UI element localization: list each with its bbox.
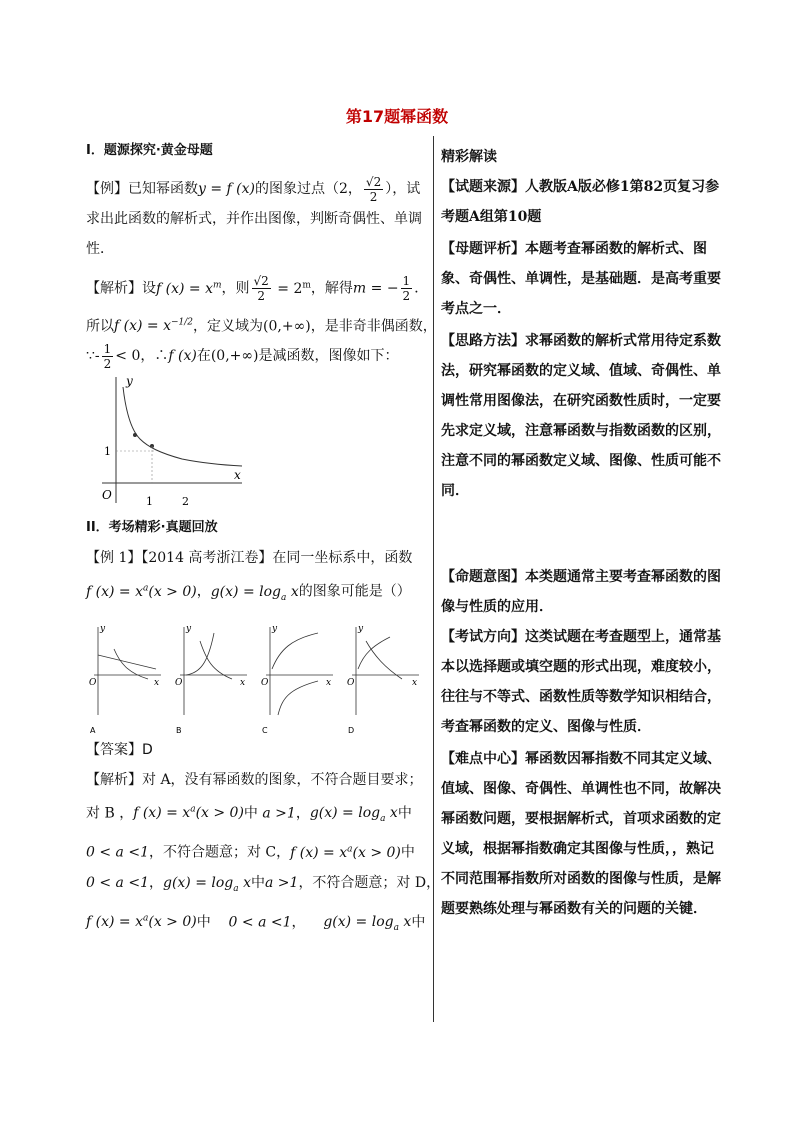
solution-text: ∵ (86, 348, 95, 365)
explanation-text: 中 (243, 805, 258, 822)
svg-text:O: O (89, 677, 97, 688)
intent-paragraph: 【命题意图】本类题通常主要考查幂函数的图像与性质的应用． (441, 569, 721, 615)
explanation-line-2: 对 B ，f $(x) = x^a(x > 0)$中 a >1，$g(x) = \log_a x$中 (86, 804, 412, 825)
math-frac-sqrt2-2: $\frac{√2}{2}$ (253, 274, 269, 304)
math-fx-eq-xm: f $(x) = x^m$ (156, 280, 222, 297)
math-fx: f $(x) = x^a(x > 0)$ (86, 583, 197, 600)
math-fx: f (x) (168, 348, 197, 365)
svg-text:y: y (100, 623, 106, 634)
solution-text: ，是非奇非偶函数， (310, 318, 437, 335)
example-line-3: 性． (86, 241, 114, 257)
solution-line-1: 【解析】设f $(x) = x^m$，则 $\frac{√2}{2}$ = $2^m$，解得m = − $\frac{1}{2}$ ． (86, 274, 429, 304)
math-frac-1-2: $\frac{1}{2}$ (402, 274, 411, 304)
svg-text:x: x (412, 677, 418, 688)
math-domain: (0,+∞) (263, 318, 311, 335)
solution-text: 是减函数，图像如下： (258, 348, 399, 365)
svg-text:x: x (154, 677, 160, 688)
math-fx: f $(x) = x^a(x > 0)$ (290, 844, 401, 861)
math-fx-power: f $(x) = x^{-1/2}$ (114, 317, 194, 335)
math-0-lt-a-lt-1: 0 < a <1 (86, 874, 149, 891)
right-column-bottom (441, 562, 726, 924)
section-heading-2: II．考场精彩·真题回放 (86, 520, 218, 536)
x-label: x (234, 468, 241, 483)
example-text: 的图象过点（2， (255, 181, 362, 197)
math-a-gt-1: a >1 (265, 874, 299, 891)
math-a-gt-1: a >1 (262, 805, 296, 822)
solution-text: 【解析】设 (86, 280, 156, 297)
math-eq-2m: = $2^m$ (272, 280, 311, 297)
question-line-1: 【例 1】【2014 高考浙江卷】在同一坐标系中，函数 (86, 550, 413, 567)
example-text: 【例】已知幂函数 (86, 181, 198, 197)
option-graph-d (347, 624, 419, 735)
power-function-graph (92, 373, 252, 513)
option-label-d: D (348, 725, 355, 735)
explanation-line-1: 【解析】对 A，没有幂函数的图象，不符合题目要求； (86, 771, 423, 788)
math-fx: f $(x) = x^a(x > 0)$ (133, 804, 244, 822)
solution-text: ，解得 (310, 280, 353, 297)
explanation-text: 中 (251, 874, 265, 891)
svg-text:O: O (175, 677, 183, 688)
math-gx: $g(x) = \log_a x$ (210, 583, 299, 603)
right-heading: 精彩解读 (441, 149, 497, 165)
solution-text: 在 (196, 348, 211, 365)
explanation-text: ，不符合题意；对 C， (148, 844, 291, 861)
example-text: ），试 (385, 181, 421, 197)
option-graphs (86, 619, 426, 739)
x-tick-1: 1 (146, 495, 153, 509)
explanation-text: 中 (411, 914, 426, 931)
option-label-c: C (262, 725, 268, 735)
x-tick-2: 2 (182, 495, 189, 509)
option-graph-a (89, 624, 161, 735)
option-label-b: B (176, 725, 182, 735)
math-gx: $g(x) = \log_a x$ (309, 805, 398, 825)
svg-text:y: y (358, 623, 364, 634)
math-m-value: m = − (352, 280, 399, 297)
method-paragraph: 【思路方法】求幂函数的解析式常用待定系数法，研究幂函数的定义域、值域、奇偶性、单调性常用图像法，在研究函数性质时，一定要先求定义域，注意幂函数与指数函数的区别，注意不同的幂函数定义域、图像、性质可能不同． (441, 333, 721, 499)
option-label-a: A (90, 725, 96, 735)
svg-text:y: y (272, 623, 278, 634)
answer-line: 【答案】D (86, 741, 153, 758)
curve (123, 387, 242, 466)
explanation-text: 对 B ， (86, 805, 134, 822)
solution-text: ，定义域为 (193, 318, 264, 335)
question-text: 的图象可能是（） (298, 583, 411, 600)
question-line-2: f $(x) = x^a(x > 0)$，$g(x) = \log_a x$的图象可能是（） (86, 583, 411, 603)
point-1-1 (133, 433, 137, 437)
explanation-text: 中 (397, 805, 412, 822)
svg-text:x: x (240, 677, 246, 688)
explanation-text: 中 (196, 914, 211, 931)
math-frac-sqrt2-2: $\frac{√2}{2}$ (365, 174, 382, 204)
example-line-2: 求出此函数的解析式，并作出图像，判断奇偶性、单调 (86, 211, 422, 227)
math-y-eq-fx: y = f (x) (198, 181, 255, 197)
svg-text:O: O (347, 677, 355, 688)
solution-line-3 (86, 341, 428, 371)
difficulty-paragraph: 【难点中心】幂函数因幂指数不同其定义域、值域、图像、奇偶性、单调性也不同，故解决幂函数问题，要根据解析式，首项求函数的定义域，根据幂指数确定其图像与性质，，熟记不同范围幂指数所对函数的图像与性质，是解题要熟练处理与幂函数有关的问题的关键． (441, 751, 721, 917)
y-label: y (126, 374, 133, 389)
math-0-lt-a-lt-1: 0 < a <1 (228, 914, 292, 931)
explanation-text: 中 (400, 844, 415, 861)
review-paragraph: 【母题评析】本题考查幂函数的解析式、图象、奇偶性、单调性，是基础题．是高考重要考点之一． (441, 241, 721, 317)
solution-text: ，∴ (140, 348, 169, 365)
solution-text: ，则 (221, 280, 250, 297)
solution-text: 所以 (86, 318, 114, 335)
option-graph-b (175, 624, 247, 735)
svg-text:O: O (261, 677, 269, 688)
right-column-top (441, 142, 726, 506)
explanation-line-3 (86, 834, 428, 868)
explanation-text: ，不符合题意；对 D， (298, 874, 441, 891)
math-gx: $g(x) = \log_a x$ (162, 874, 251, 894)
solution-line-2 (86, 308, 437, 342)
explanation-line-4 (86, 868, 441, 904)
y-tick-1: 1 (104, 445, 111, 459)
math-neg-half-lt-0: - $\frac{1}{2}$ < 0 (94, 341, 141, 371)
explanation-text: ， (148, 874, 163, 891)
svg-text:y: y (186, 623, 192, 634)
math-0-lt-a-lt-1: 0 < a <1 (86, 844, 149, 861)
page-title: 第17题幂函数 (345, 107, 449, 126)
option-graph-c (261, 624, 333, 735)
math-domain: (0,+∞) (210, 348, 259, 365)
explanation-line-5: f $(x) = x^a(x > 0)$中 0 < a <1， $g(x) = \log_a x$中 (86, 913, 426, 934)
section-heading-1: I．题源探究·黄金母题 (86, 143, 213, 158)
direction-paragraph: 【考试方向】这类试题在考查题型上，通常基本以选择题或填空题的形式出现，难度较小，往往与不等式、函数性质等数学知识相结合，考查幂函数的定义、图像与性质． (441, 629, 721, 735)
math-gx: $g(x) = \log_a x$ (323, 914, 412, 934)
example-line-1 (86, 174, 428, 204)
svg-text:x: x (326, 677, 332, 688)
math-fx: f $(x) = x^a(x > 0)$ (86, 913, 197, 931)
origin-label: O (102, 488, 112, 503)
left-column (86, 136, 441, 943)
source-paragraph: 【试题来源】人教版A版必修1第82页复习参考题A组第10题 (441, 179, 720, 225)
